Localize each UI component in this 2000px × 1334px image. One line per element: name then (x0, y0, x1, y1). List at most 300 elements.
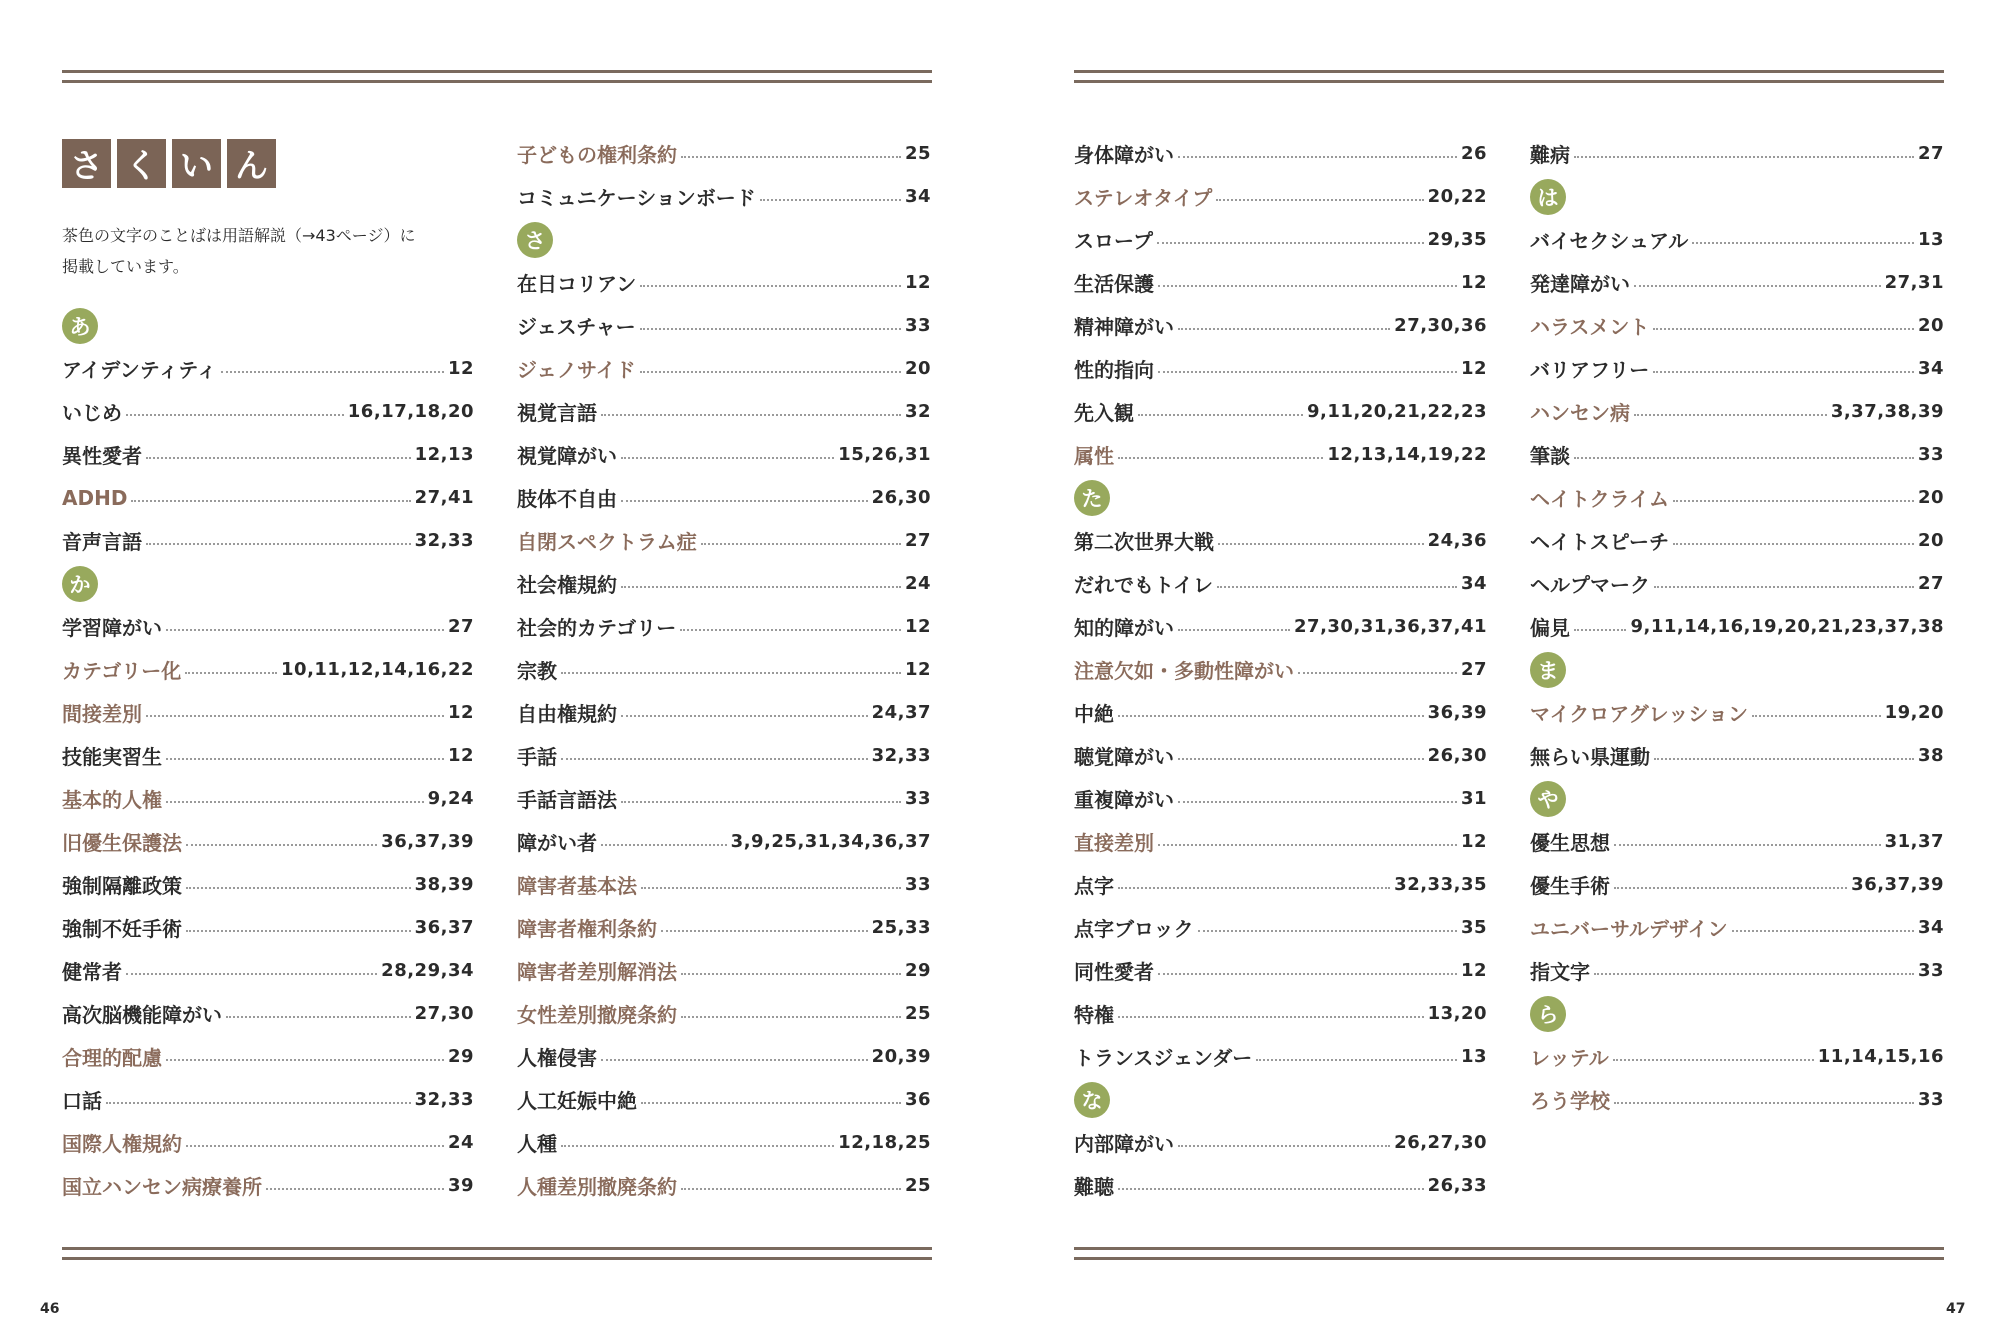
leader-dots (1614, 844, 1881, 846)
page-number-right: 47 (1946, 1301, 1966, 1317)
entry-pages: 27 (1917, 143, 1944, 164)
leader-dots (621, 457, 834, 459)
leader-dots (1574, 457, 1914, 459)
entry-pages: 38 (1917, 745, 1944, 766)
leader-dots (166, 1059, 444, 1061)
section-kana-badge: ら (1530, 996, 1566, 1032)
entry-pages: 38,39 (414, 874, 474, 895)
entry-pages: 27,30 (414, 1003, 474, 1024)
section-heading (62, 304, 474, 347)
index-entry (517, 992, 931, 1035)
leader-dots (1198, 930, 1457, 932)
entry-pages: 20 (1917, 530, 1944, 551)
top-rule-left (62, 70, 932, 73)
entry-pages: 36 (904, 1089, 931, 1110)
index-entry (1074, 218, 1487, 261)
entry-pages: 12 (447, 745, 474, 766)
entry-term: 先入観 (1074, 401, 1134, 425)
leader-dots (1574, 629, 1626, 631)
entry-term: 精神障がい (1074, 315, 1174, 339)
entry-pages: 12 (447, 358, 474, 379)
entry-term: 自閉スペクトラム症 (517, 530, 697, 554)
leader-dots (1178, 156, 1457, 158)
index-entry (1530, 1035, 1944, 1078)
leader-dots (1614, 887, 1847, 889)
index-entry (1530, 605, 1944, 648)
index-entry (1530, 476, 1944, 519)
index-entry (1530, 820, 1944, 863)
entry-term: トランスジェンダー (1074, 1046, 1253, 1070)
entry-pages: 25,33 (871, 917, 931, 938)
entry-pages: 32,33 (414, 530, 474, 551)
entry-pages: 39 (447, 1175, 474, 1196)
index-entry (517, 734, 931, 777)
entry-pages: 29 (447, 1046, 474, 1067)
index-entry (1530, 949, 1944, 992)
entry-term: ジェスチャー (517, 315, 636, 339)
leader-dots (1217, 586, 1457, 588)
leader-dots (621, 801, 901, 803)
entry-term: 内部障がい (1074, 1132, 1174, 1156)
entry-term: 自由権規約 (517, 702, 617, 726)
leader-dots (1673, 500, 1914, 502)
leader-dots (1692, 242, 1914, 244)
entry-term: 旧優生保護法 (62, 831, 182, 855)
leader-dots (641, 887, 901, 889)
section-kana-badge: あ (62, 308, 98, 344)
entry-term: 強制隔離政策 (62, 874, 182, 898)
entry-pages: 12 (1460, 272, 1487, 293)
leader-dots (131, 500, 410, 502)
entry-term: 性的指向 (1074, 358, 1154, 382)
entry-pages: 29 (904, 960, 931, 981)
index-entry (1530, 863, 1944, 906)
leader-dots (166, 758, 444, 760)
entry-term: 視覚言語 (517, 401, 597, 425)
entry-pages: 20 (1917, 487, 1944, 508)
index-entry (1074, 433, 1487, 476)
entry-term: カテゴリー化 (62, 659, 182, 683)
leader-dots (146, 457, 411, 459)
entry-term: 学習障がい (62, 616, 162, 640)
entry-pages: 12,13 (414, 444, 474, 465)
entry-pages: 15,26,31 (838, 444, 931, 465)
leader-dots (760, 199, 901, 201)
leader-dots (1574, 156, 1914, 158)
top-rule-right (1074, 70, 1944, 73)
leader-dots (1178, 758, 1424, 760)
index-entry (517, 605, 931, 648)
leader-dots (621, 586, 901, 588)
index-entry (62, 777, 474, 820)
entry-term: 間接差別 (62, 702, 142, 726)
entry-pages: 27,30,36 (1394, 315, 1487, 336)
index-entry (517, 1121, 931, 1164)
leader-dots (266, 1188, 444, 1190)
entry-term: ADHD (62, 485, 128, 510)
leader-dots (621, 715, 868, 717)
leader-dots (1752, 715, 1881, 717)
index-entry (517, 433, 931, 476)
section-heading (1530, 175, 1944, 218)
entry-pages: 29,35 (1427, 229, 1487, 250)
entry-term: 手話 (517, 745, 557, 769)
leader-dots (561, 1145, 834, 1147)
entry-pages: 33 (1917, 1089, 1944, 1110)
entry-term: 生活保護 (1074, 272, 1154, 296)
section-kana-badge: か (62, 566, 98, 602)
index-entry (62, 949, 474, 992)
leader-dots (1138, 414, 1303, 416)
entry-term: 優生手術 (1530, 874, 1610, 898)
leader-dots (1673, 543, 1914, 545)
leader-dots (1158, 973, 1457, 975)
index-entry (1530, 304, 1944, 347)
index-title (62, 139, 276, 188)
entry-term: 国立ハンセン病療養所 (62, 1175, 262, 1199)
index-entry (62, 390, 474, 433)
index-entry (1074, 1121, 1487, 1164)
entry-pages: 12,18,25 (838, 1132, 931, 1153)
entry-pages: 27 (904, 530, 931, 551)
entry-term: 身体障がい (1074, 143, 1174, 167)
index-entry (517, 261, 931, 304)
leader-dots (1158, 371, 1457, 373)
entry-pages: 24,37 (871, 702, 931, 723)
entry-term: 指文字 (1530, 960, 1590, 984)
index-entry (1074, 691, 1487, 734)
leader-dots (186, 1145, 444, 1147)
section-kana-badge: な (1074, 1082, 1110, 1118)
entry-term: 女性差別撤廃条約 (517, 1003, 677, 1027)
index-column-1 (62, 304, 474, 1207)
entry-pages: 9,24 (427, 788, 474, 809)
leader-dots (640, 371, 901, 373)
entry-pages: 12 (904, 659, 931, 680)
note-line: 茶色の文字のことばは用語解説（→43ページ）に (62, 226, 416, 245)
entry-pages: 34 (1460, 573, 1487, 594)
entry-term: 偏見 (1530, 616, 1570, 640)
index-entry (517, 863, 931, 906)
entry-pages: 20 (904, 358, 931, 379)
entry-pages: 33 (904, 874, 931, 895)
index-entry (62, 433, 474, 476)
index-entry (1074, 777, 1487, 820)
index-column-2 (517, 132, 931, 1207)
index-entry (1074, 949, 1487, 992)
entry-term: 第二次世界大戦 (1074, 530, 1214, 554)
index-entry (62, 1121, 474, 1164)
entry-pages: 12 (1460, 358, 1487, 379)
leader-dots (1118, 457, 1323, 459)
index-entry (517, 1164, 931, 1207)
index-note (62, 220, 415, 282)
entry-pages: 32,33 (414, 1089, 474, 1110)
index-entry (1074, 519, 1487, 562)
leader-dots (186, 887, 411, 889)
entry-term: 国際人権規約 (62, 1132, 182, 1156)
entry-pages: 13,20 (1427, 1003, 1487, 1024)
entry-pages: 20 (1917, 315, 1944, 336)
entry-term: 肢体不自由 (517, 487, 617, 511)
index-entry (1074, 1164, 1487, 1207)
index-entry (517, 1035, 931, 1078)
entry-pages: 26,30 (1427, 745, 1487, 766)
index-entry (517, 304, 931, 347)
leader-dots (1158, 285, 1457, 287)
entry-term: 障がい者 (517, 831, 597, 855)
index-entry (517, 562, 931, 605)
section-heading (1530, 992, 1944, 1035)
entry-term: ジェノサイド (517, 358, 636, 382)
entry-term: コミュニケーションボード (517, 186, 756, 210)
entry-term: 同性愛者 (1074, 960, 1154, 984)
entry-term: ヘルプマーク (1530, 573, 1650, 597)
leader-dots (661, 930, 868, 932)
leader-dots (601, 414, 901, 416)
leader-dots (1158, 844, 1457, 846)
leader-dots (146, 715, 444, 717)
index-entry (62, 519, 474, 562)
entry-term: 基本的人権 (62, 788, 162, 812)
index-entry (517, 476, 931, 519)
entry-term: 知的障がい (1074, 616, 1174, 640)
leader-dots (1118, 1188, 1424, 1190)
entry-pages: 27,41 (414, 487, 474, 508)
index-entry (1530, 218, 1944, 261)
index-entry (1530, 433, 1944, 476)
entry-pages: 34 (904, 186, 931, 207)
leader-dots (126, 414, 344, 416)
entry-pages: 9,11,20,21,22,23 (1307, 401, 1487, 422)
index-entry (517, 175, 931, 218)
index-column-3 (1074, 132, 1487, 1207)
entry-term: 異性愛者 (62, 444, 142, 468)
leader-dots (1218, 543, 1424, 545)
entry-pages: 33 (1917, 960, 1944, 981)
index-column-4 (1530, 132, 1944, 1121)
index-entry (517, 949, 931, 992)
entry-pages: 31,37 (1884, 831, 1944, 852)
index-entry (1074, 304, 1487, 347)
entry-pages: 20,39 (871, 1046, 931, 1067)
index-entry (1074, 820, 1487, 863)
leader-dots (1654, 586, 1914, 588)
entry-pages: 34 (1917, 358, 1944, 379)
index-entry (1074, 906, 1487, 949)
entry-pages: 24,36 (1427, 530, 1487, 551)
leader-dots (186, 844, 377, 846)
entry-pages: 24 (447, 1132, 474, 1153)
entry-pages: 9,11,14,16,19,20,21,23,37,38 (1630, 616, 1944, 637)
index-entry (1074, 562, 1487, 605)
entry-term: 社会権規約 (517, 573, 617, 597)
section-kana-badge: や (1530, 781, 1566, 817)
entry-term: 人権侵害 (517, 1046, 597, 1070)
note-line: 掲載しています。 (62, 257, 189, 276)
entry-term: 難病 (1530, 143, 1570, 167)
index-entry (1074, 347, 1487, 390)
section-heading (1530, 777, 1944, 820)
leader-dots (681, 973, 901, 975)
index-entry (62, 734, 474, 777)
leader-dots (106, 1102, 411, 1104)
index-entry (1074, 175, 1487, 218)
index-entry (1074, 390, 1487, 433)
section-heading (62, 562, 474, 605)
leader-dots (1634, 285, 1881, 287)
entry-term: マイクロアグレッション (1530, 702, 1748, 726)
entry-term: いじめ (62, 401, 122, 425)
leader-dots (1118, 1016, 1424, 1018)
index-entry (62, 691, 474, 734)
leader-dots (1118, 887, 1390, 889)
leader-dots (1157, 242, 1424, 244)
leader-dots (680, 629, 901, 631)
leader-dots (561, 672, 901, 674)
leader-dots (601, 1059, 868, 1061)
entry-pages: 27,30,31,36,37,41 (1294, 616, 1487, 637)
index-entry (517, 132, 931, 175)
title-char: く (117, 139, 166, 188)
index-entry (1074, 992, 1487, 1035)
entry-pages: 26,27,30 (1394, 1132, 1487, 1153)
leader-dots (1732, 930, 1914, 932)
entry-term: 強制不妊手術 (62, 917, 182, 941)
entry-term: 属性 (1074, 444, 1114, 468)
entry-term: 人種差別撤廃条約 (517, 1175, 677, 1199)
index-entry (62, 863, 474, 906)
entry-term: 点字ブロック (1074, 917, 1194, 941)
leader-dots (1614, 1102, 1914, 1104)
entry-pages: 12 (1460, 960, 1487, 981)
index-entry (62, 1078, 474, 1121)
entry-term: 視覚障がい (517, 444, 617, 468)
page-number-left: 46 (40, 1301, 60, 1317)
index-entry (1074, 605, 1487, 648)
leader-dots (1178, 629, 1290, 631)
leader-dots (681, 1016, 901, 1018)
entry-pages: 12,13,14,19,22 (1327, 444, 1487, 465)
title-char: ん (227, 139, 276, 188)
leader-dots (1613, 1059, 1814, 1061)
entry-term: ヘイトスピーチ (1530, 530, 1669, 554)
leader-dots (1653, 371, 1914, 373)
index-entry (1074, 734, 1487, 777)
entry-pages: 36,37,39 (1851, 874, 1944, 895)
leader-dots (1216, 199, 1423, 201)
index-entry (1530, 906, 1944, 949)
index-entry (517, 648, 931, 691)
entry-pages: 33 (904, 315, 931, 336)
section-heading (1074, 1078, 1487, 1121)
index-entry (1074, 132, 1487, 175)
entry-term: 直接差別 (1074, 831, 1154, 855)
index-entry (1530, 562, 1944, 605)
entry-term: 合理的配慮 (62, 1046, 162, 1070)
entry-pages: 24 (904, 573, 931, 594)
leader-dots (221, 371, 444, 373)
entry-pages: 35 (1460, 917, 1487, 938)
leader-dots (640, 285, 901, 287)
entry-pages: 33 (1917, 444, 1944, 465)
entry-term: 社会的カテゴリー (517, 616, 677, 640)
entry-pages: 12 (904, 272, 931, 293)
entry-term: 障害者基本法 (517, 874, 637, 898)
title-char: い (172, 139, 221, 188)
entry-term: バイセクシュアル (1530, 229, 1689, 253)
leader-dots (1256, 1059, 1457, 1061)
entry-term: 発達障がい (1530, 272, 1630, 296)
title-char: さ (62, 139, 111, 188)
index-entry (1530, 132, 1944, 175)
leader-dots (1178, 1145, 1390, 1147)
entry-term: ろう学校 (1530, 1089, 1610, 1113)
index-entry (1530, 1078, 1944, 1121)
section-kana-badge: は (1530, 179, 1566, 215)
index-entry (517, 777, 931, 820)
leader-dots (701, 543, 901, 545)
index-entry (517, 519, 931, 562)
entry-term: 在日コリアン (517, 272, 637, 296)
leader-dots (1594, 973, 1914, 975)
leader-dots (681, 156, 901, 158)
entry-pages: 10,11,12,14,16,22 (281, 659, 474, 680)
bottom-rule-right (1074, 1247, 1944, 1250)
entry-pages: 12 (447, 702, 474, 723)
index-entry (62, 605, 474, 648)
index-entry (1074, 863, 1487, 906)
index-entry (517, 390, 931, 433)
entry-term: 技能実習生 (62, 745, 162, 769)
entry-term: 高次脳機能障がい (62, 1003, 222, 1027)
entry-term: 健常者 (62, 960, 122, 984)
entry-pages: 31 (1460, 788, 1487, 809)
entry-pages: 26 (1460, 143, 1487, 164)
entry-term: 聴覚障がい (1074, 745, 1174, 769)
section-heading (517, 218, 931, 261)
leader-dots (166, 629, 444, 631)
index-entry (62, 1164, 474, 1207)
index-entry (1074, 648, 1487, 691)
entry-pages: 13 (1917, 229, 1944, 250)
index-entry (1530, 734, 1944, 777)
entry-pages: 32,33 (871, 745, 931, 766)
index-entry (517, 1078, 931, 1121)
entry-term: 優生思想 (1530, 831, 1610, 855)
entry-pages: 13 (1460, 1046, 1487, 1067)
entry-term: 点字 (1074, 874, 1114, 898)
entry-pages: 19,20 (1884, 702, 1944, 723)
entry-term: ステレオタイプ (1074, 186, 1213, 210)
index-entry (1074, 1035, 1487, 1078)
index-entry (62, 906, 474, 949)
leader-dots (561, 758, 868, 760)
leader-dots (1118, 715, 1424, 717)
entry-pages: 11,14,15,16 (1817, 1046, 1944, 1067)
index-entry (62, 347, 474, 390)
entry-pages: 25 (904, 1003, 931, 1024)
leader-dots (1178, 328, 1390, 330)
leader-dots (126, 973, 377, 975)
entry-pages: 25 (904, 1175, 931, 1196)
entry-term: 口話 (62, 1089, 102, 1113)
entry-term: 重複障がい (1074, 788, 1174, 812)
entry-term: 筆談 (1530, 444, 1570, 468)
entry-term: 注意欠如・多動性障がい (1074, 659, 1294, 683)
index-entry (62, 648, 474, 691)
leader-dots (641, 1102, 901, 1104)
